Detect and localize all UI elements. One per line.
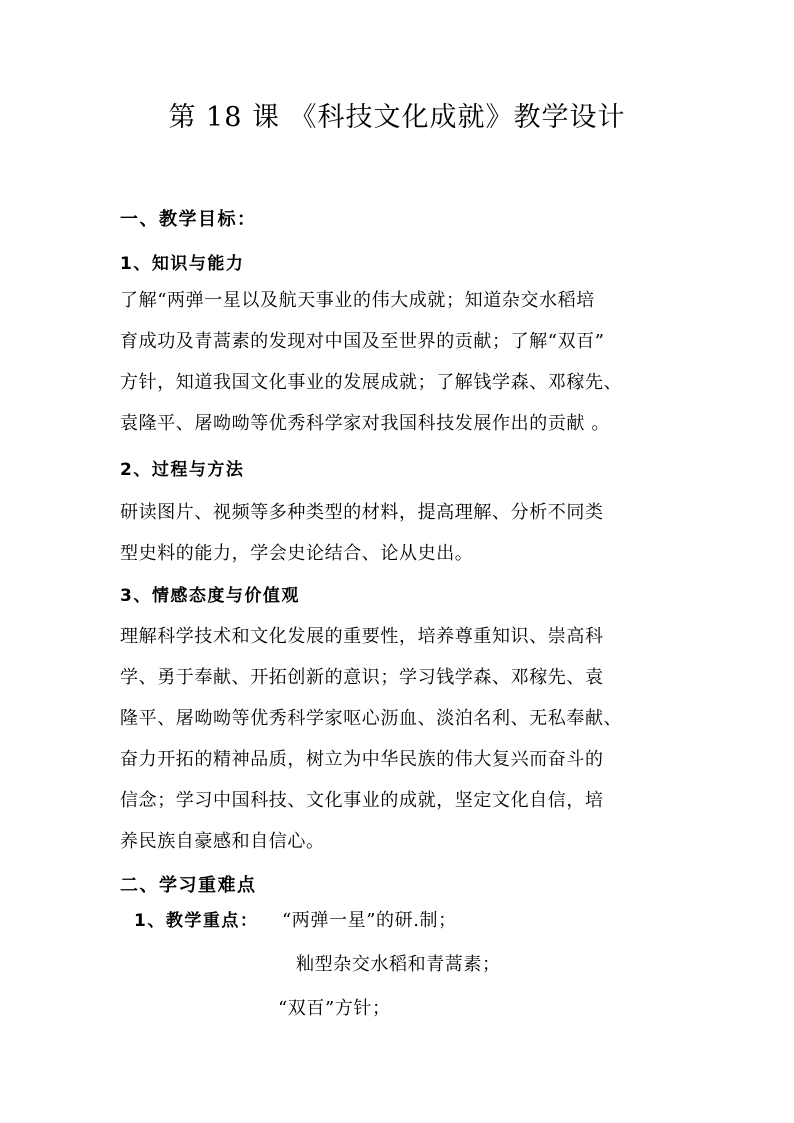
paragraph-line: 信念；学习中国科技、文化事业的成就，坚定文化自信，培 (120, 790, 604, 811)
subheading-knowledge-ability: 1、知识与能力 (120, 254, 245, 274)
paragraph-knowledge-ability (120, 280, 680, 444)
paragraph-line: 袁隆平、屠呦呦等优秀科学家对我国科技发展作出的贡献 。 (120, 413, 610, 434)
paragraph-line: 理解科学技术和文化发展的重要性，培养尊重知识、崇高科 (120, 626, 604, 647)
document-title: 第 18 课 《科技文化成就》教学设计 (168, 102, 626, 133)
paragraph-line: 育成功及青蒿素的发现对中国及至世界的贡献；了解“双百” (120, 331, 605, 352)
paragraph-line: 养民族自豪感和自信心。 (120, 831, 325, 852)
paragraph-emotion-values (120, 616, 680, 862)
paragraph-process-method (120, 492, 680, 574)
paragraph-line: 方针，知道我国文化事业的发展成就；了解钱学森、邓稼先、 (120, 372, 623, 393)
paragraph-line: 研读图片、视频等多种类型的材料，提高理解、分析不同类 (120, 502, 604, 523)
paragraph-line: 隆平、屠呦呦等优秀科学家呕心沥血、淡泊名利、无私奉献、 (120, 708, 623, 729)
paragraph-line: 奋力开拓的精神品质，树立为中华民族的伟大复兴而奋斗的 (120, 749, 604, 770)
key-point-item: “双百”方针； (278, 998, 391, 1019)
key-points-label: 1、教学重点： (134, 911, 259, 931)
subheading-emotion-values: 3、情感态度与价值观 (120, 586, 300, 606)
paragraph-line: 学、勇于奉献、开拓创新的意识；学习钱学森、邓稼先、袁 (120, 667, 604, 688)
subheading-process-method: 2、过程与方法 (120, 460, 245, 480)
key-point-item: “两弹一星”的研.制； (282, 910, 457, 931)
section-heading-key-difficult-points: 二、学习重难点 (120, 875, 257, 896)
paragraph-line: 了解“两弹一星以及航天事业的伟大成就；知道杂交水稻培 (120, 290, 595, 311)
key-point-item: 籼型杂交水稻和青蒿素； (296, 954, 501, 975)
section-heading-teaching-goals: 一、教学目标： (120, 209, 257, 230)
paragraph-line: 型史料的能力，学会史论结合、论从史出。 (120, 543, 474, 564)
